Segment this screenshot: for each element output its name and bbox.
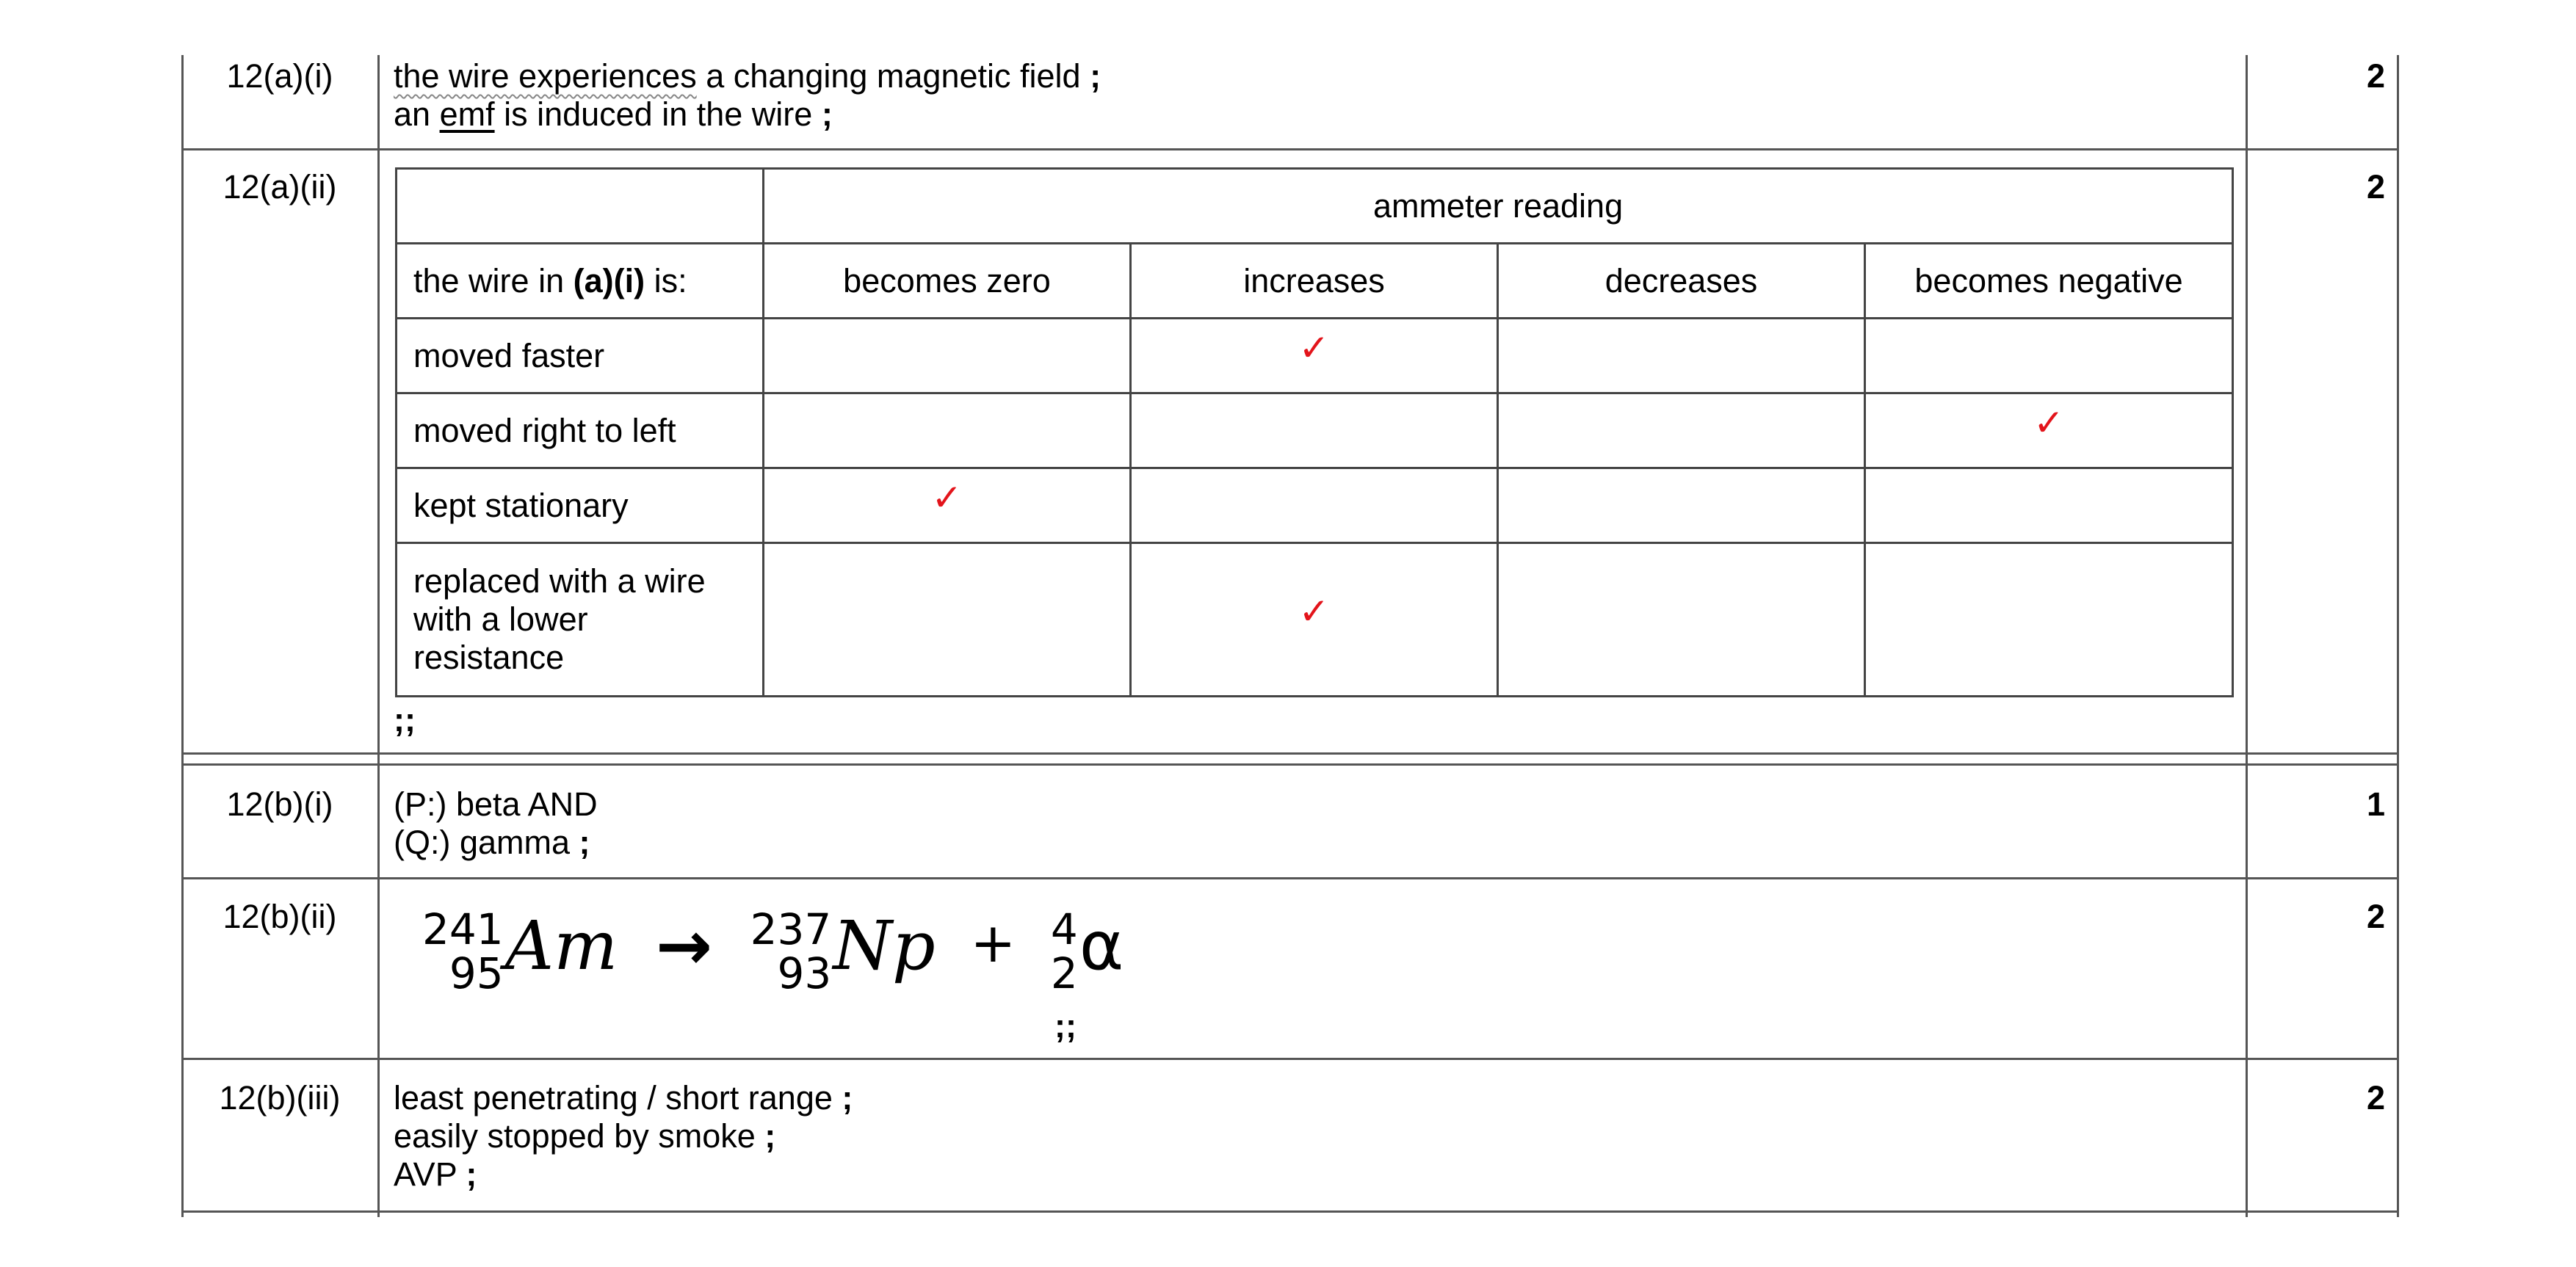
nuclide-numbers — [750, 904, 832, 998]
table-cell — [1131, 393, 1498, 468]
answer-text: (P:) beta AND — [394, 785, 598, 823]
frame-left-border — [181, 55, 184, 1217]
table-group-header: ammeter reading — [764, 169, 2233, 244]
table-cell — [1498, 468, 1865, 543]
frame-qno-divider — [377, 55, 380, 1217]
marks-value: 2 — [2366, 1079, 2385, 1117]
table-cell — [1498, 319, 1865, 393]
table-row-label-line: resistance — [413, 639, 565, 676]
element-symbol: Np — [833, 907, 936, 985]
atomic-number: 2 — [1050, 948, 1078, 998]
table-cell — [1131, 543, 1498, 697]
element-symbol: α — [1079, 907, 1124, 985]
answer-text: an — [394, 95, 440, 133]
table-column-header: decreases — [1498, 244, 1865, 319]
table-row — [397, 319, 2233, 393]
frame-bottom-border — [181, 1210, 2399, 1213]
table-row-label: moved right to left — [397, 393, 764, 468]
marks-value: 2 — [2366, 57, 2385, 95]
table-cell — [764, 393, 1131, 468]
frame-marks-divider — [2246, 55, 2248, 1217]
mark-point-separator: ; — [466, 1155, 477, 1193]
mass-number: 237 — [750, 904, 832, 954]
answer-text-underlined: emf — [439, 95, 495, 133]
row-divider-double-top — [181, 752, 2399, 755]
table-row-label: moved faster — [397, 319, 764, 393]
table-cell-text: is: — [645, 261, 687, 299]
table-header-row — [397, 169, 2233, 244]
mark-point-separator: ; — [821, 95, 833, 133]
table-cell — [1131, 468, 1498, 543]
table-cell — [764, 468, 1131, 543]
mass-number: 241 — [422, 904, 504, 954]
table-column-header: increases — [1131, 244, 1498, 319]
answer-text: easily stopped by smoke — [394, 1117, 756, 1155]
table-row-header-label — [397, 244, 764, 319]
answer-line — [394, 785, 598, 824]
tick-icon: ✓ — [1298, 326, 1330, 369]
atomic-number: 95 — [449, 948, 504, 998]
table-cell — [764, 319, 1131, 393]
marks-value: 2 — [2366, 168, 2385, 206]
answer-line — [394, 1117, 775, 1155]
answer-text: least penetrating / short range — [394, 1079, 833, 1117]
table-corner-cell — [397, 169, 764, 244]
marks-value: 2 — [2366, 898, 2385, 935]
table-row — [397, 468, 2233, 543]
answer-line — [394, 824, 590, 862]
answer-line — [394, 1155, 477, 1194]
atomic-number: 93 — [777, 948, 832, 998]
table-row-label — [397, 543, 764, 697]
plus-sign: + — [970, 912, 1016, 975]
table-cell — [1498, 393, 1865, 468]
question-number: 12(a)(i) — [226, 57, 333, 95]
mass-number: 4 — [1050, 904, 1078, 954]
table-cell — [1131, 319, 1498, 393]
table-header-row — [397, 244, 2233, 319]
tick-icon: ✓ — [931, 476, 963, 519]
table-cell — [1865, 319, 2233, 393]
row-divider — [181, 877, 2399, 879]
row-divider-double-bottom — [181, 763, 2399, 766]
mark-point-separator: ; — [842, 1079, 853, 1117]
mark-point-separator: ; — [579, 824, 590, 861]
mark-point-separator: ; — [764, 1117, 776, 1155]
table-cell-text-bold: (a)(i) — [573, 261, 645, 299]
ammeter-reading-table — [395, 167, 2234, 697]
frame-right-border — [2397, 55, 2399, 1217]
table-cell — [1498, 543, 1865, 697]
answer-text: is induced in the wire — [494, 95, 813, 133]
mark-point-separator: ; — [1090, 57, 1101, 95]
question-number: 12(b)(iii) — [219, 1079, 341, 1117]
table-row — [397, 543, 2233, 697]
question-number: 12(b)(ii) — [222, 898, 337, 935]
element-symbol: Am — [504, 907, 618, 985]
nuclide-numbers — [1050, 904, 1078, 998]
table-row-label: kept stationary — [397, 468, 764, 543]
marks-value: 1 — [2366, 785, 2385, 823]
table-cell — [764, 543, 1131, 697]
answer-text: a changing magnetic field — [696, 57, 1081, 95]
answer-line — [394, 1079, 853, 1117]
table-cell — [1865, 468, 2233, 543]
table-cell — [1865, 393, 2233, 468]
nuclide-numbers — [422, 904, 504, 998]
tick-icon: ✓ — [1298, 590, 1330, 633]
table-column-header: becomes negative — [1865, 244, 2233, 319]
decay-equation — [422, 904, 1124, 1002]
answer-text: AVP — [394, 1155, 457, 1193]
row-divider — [181, 1058, 2399, 1060]
answer-text: (Q:) gamma — [394, 824, 571, 861]
table-cell-text: the wire in — [413, 261, 574, 299]
row-divider — [181, 148, 2399, 150]
table-row-label-line: replaced with a wire — [413, 562, 706, 600]
tick-icon: ✓ — [2033, 401, 2064, 444]
reaction-arrow: → — [655, 907, 713, 985]
question-number: 12(a)(ii) — [222, 168, 337, 206]
mark-point-separator: ;; — [1054, 1007, 1077, 1045]
answer-text-flagged: the wire experiences — [394, 57, 697, 95]
table-row — [397, 393, 2233, 468]
answer-line — [394, 95, 833, 134]
answer-line — [394, 57, 1101, 95]
question-number: 12(b)(i) — [226, 785, 333, 823]
table-cell — [1865, 543, 2233, 697]
table-column-header: becomes zero — [764, 244, 1131, 319]
mark-point-separator: ;; — [394, 701, 416, 738]
table-row-label-line: with a lower — [413, 600, 588, 638]
